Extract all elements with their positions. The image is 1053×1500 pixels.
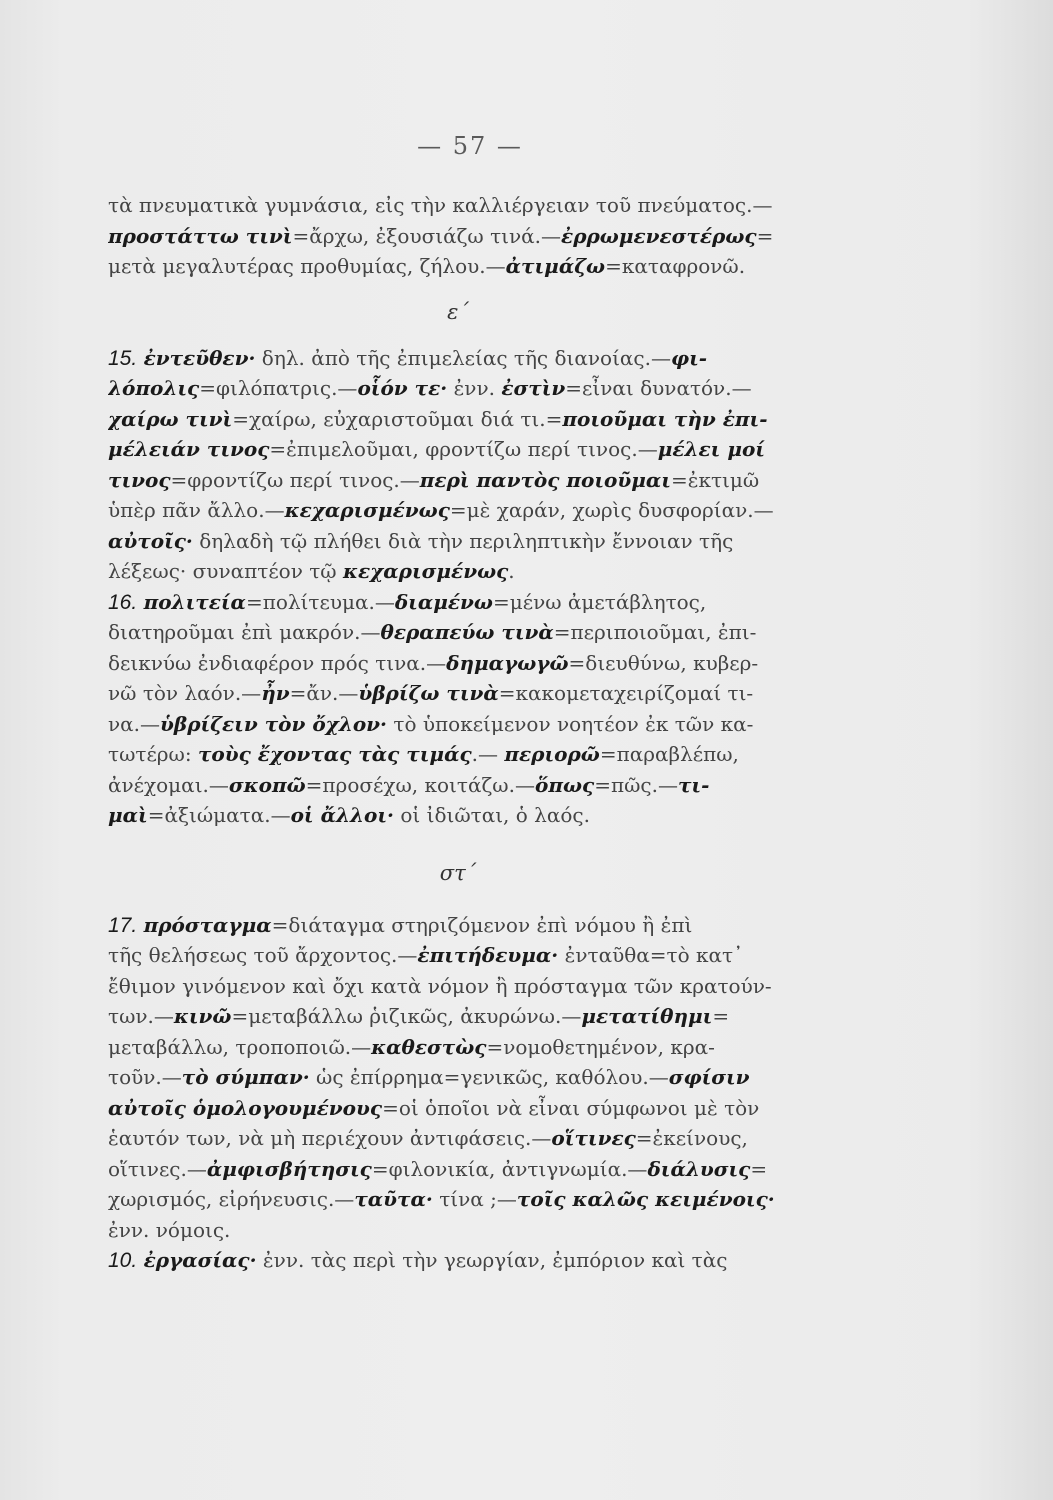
lemma: μετατίθημι xyxy=(581,1004,713,1028)
text-line xyxy=(108,617,848,648)
chapter-number: 15. xyxy=(108,346,138,370)
text-line xyxy=(108,1184,848,1215)
gloss-text: =χαίρω, εὐχαριστοῦμαι διά τι.= xyxy=(232,406,563,431)
text-line xyxy=(108,800,848,831)
gloss-text: ἐνν. xyxy=(447,376,502,400)
text-line xyxy=(108,404,848,435)
gloss-text: =ἐκείνους, xyxy=(635,1126,748,1150)
page-number: — 57 — xyxy=(417,132,523,160)
chapter-number: 16. xyxy=(108,590,138,614)
gloss-text: =εἶναι δυνατόν.— xyxy=(565,376,752,400)
lemma: ἐργασίας· xyxy=(143,1248,257,1272)
text-line xyxy=(108,1154,848,1185)
lemma: λόπολις xyxy=(108,376,200,400)
text-line xyxy=(108,1001,848,1032)
gloss-text: =κακομεταχειρίζομαί τι- xyxy=(498,681,754,705)
lemma: αὐτοῖς· xyxy=(108,528,193,553)
gloss-text: =οἱ ὁποῖοι νὰ εἶναι σύμφωνοι μὲ τὸν xyxy=(382,1095,760,1120)
gloss-text: =μένω ἀμετάβλητος, xyxy=(492,589,707,614)
gloss-text: οἵτινες.— xyxy=(108,1156,207,1181)
gloss-text: =πῶς.— xyxy=(594,772,678,797)
lemma: ἐπιτήδευμα· xyxy=(417,943,559,967)
lemma: καθεστὼς xyxy=(371,1034,487,1059)
lemma: σκοπῶ xyxy=(228,772,306,797)
text-line xyxy=(108,678,848,709)
lemma: τινος xyxy=(108,467,171,492)
gloss-text: ἐνν. νόμοις. xyxy=(108,1217,231,1242)
gloss-text: =προσέχω, κοιτάζω.— xyxy=(305,772,535,797)
lemma: ἀτιμάζω xyxy=(505,254,606,278)
text-line xyxy=(108,1215,848,1246)
gloss-text: =καταφρονῶ. xyxy=(605,254,746,278)
gloss-text: =φιλόπατρις.— xyxy=(199,376,358,400)
lemma: κεχαρισμένως xyxy=(342,559,509,583)
chapter-number: 17. xyxy=(108,913,138,937)
text-line xyxy=(108,343,848,374)
lemma: αὐτοῖς ὁμολογουμένους xyxy=(108,1095,383,1120)
gloss-text: τὸ ὑποκείμενον νοητέον ἐκ τῶν κα- xyxy=(387,711,754,736)
gloss-text: ἀνέχομαι.— xyxy=(108,772,229,797)
gloss-text: =πολίτευμα.— xyxy=(245,589,395,614)
gloss-text: ἑαυτόν των, νὰ μὴ περιέχουν ἀντιφάσεις.— xyxy=(108,1126,552,1150)
gloss-text: = xyxy=(756,223,774,248)
gloss-text: =νομοθετημένον, κρα- xyxy=(486,1034,715,1059)
lemma: ἦν xyxy=(261,681,290,705)
gloss-text: =ἐκτιμῶ xyxy=(670,467,760,492)
gloss-text: =περιποιοῦμαι, ἐπι- xyxy=(553,620,757,644)
lemma: ἐντεῦθεν· xyxy=(143,345,256,370)
gloss-text: οἱ ἰδιῶται, ὁ λαός. xyxy=(394,803,590,827)
text-line xyxy=(108,251,848,282)
lemma: ἀμφισβήτησις xyxy=(206,1156,372,1181)
text-line xyxy=(108,221,848,252)
gloss-text: ὑπὲρ πᾶν ἄλλο.— xyxy=(108,498,285,522)
text-line xyxy=(108,1245,848,1276)
text-line xyxy=(108,739,848,770)
lemma: ταῦτα· xyxy=(354,1187,433,1211)
gloss-text: δηλαδὴ τῷ πλήθει διὰ τὴν περιληπτικὴν ἔννοιαν τῆς xyxy=(192,528,734,553)
lemma: περὶ παντὸς ποιοῦμαι xyxy=(419,467,671,492)
gloss-text: = xyxy=(712,1004,730,1028)
text-line xyxy=(108,971,848,1002)
gloss-text: =διάταγμα στηριζόμενον ἐπὶ νόμου ἢ ἐπὶ xyxy=(271,912,693,937)
lemma: χαίρω τινὶ xyxy=(108,406,233,431)
section-heading: ε΄ xyxy=(447,299,469,324)
gloss-text: =φροντίζω περί τινος.— xyxy=(170,467,420,492)
text-line xyxy=(108,1123,848,1154)
text-line xyxy=(108,940,848,971)
lemma: τὸ σύμπαν· xyxy=(181,1065,310,1089)
gloss-text: λέξεως· συναπτέον τῷ xyxy=(108,559,343,583)
gloss-text: =διευθύνω, κυβερ- xyxy=(568,650,759,675)
text-line xyxy=(108,770,848,801)
gloss-text: =παραβλέπω, xyxy=(599,742,739,766)
gloss-text: χωρισμός, εἰρήνευσις.— xyxy=(108,1187,355,1211)
lemma: πρόσταγμα xyxy=(143,912,272,937)
commentary-text xyxy=(108,190,848,1276)
gloss-text: τῆς θελήσεως τοῦ ἄρχοντος.— xyxy=(108,943,418,967)
text-line xyxy=(108,434,848,465)
gloss-text: = xyxy=(750,1156,768,1181)
gloss-text: δηλ. ἀπὸ τῆς ἐπιμελείας τῆς διανοίας.— xyxy=(255,345,671,370)
lemma: θεραπεύω τινὰ xyxy=(380,620,554,644)
text-line xyxy=(108,495,848,526)
gloss-text: =ἄν.— xyxy=(289,681,359,705)
gloss-text: ἔθιμον γινόμενον καὶ ὄχι κατὰ νόμον ἢ πρόσταγμα τῶν κρατούν- xyxy=(108,973,772,998)
text-line xyxy=(108,465,848,496)
gloss-text: =ἐπιμελοῦμαι, φροντίζω περί τινος.— xyxy=(269,437,658,461)
gloss-text: να.— xyxy=(108,711,161,736)
lemma: διαμένω xyxy=(394,589,493,614)
gloss-text: =ἄρχω, ἐξουσιάζω τινά.— xyxy=(292,223,562,248)
lemma: προστάττω τινὶ xyxy=(108,223,293,248)
lemma: τοὺς ἔχοντας τὰς τιμάς xyxy=(197,742,472,766)
lemma: πολιτεία xyxy=(143,589,246,614)
lemma: διάλυσις xyxy=(647,1156,751,1181)
gloss-text: των.— xyxy=(108,1004,174,1028)
gloss-text: δεικνύω ἐνδιαφέρον πρός τινα.— xyxy=(108,650,447,675)
text-line xyxy=(108,587,848,618)
gloss-text: τωτέρω: xyxy=(108,742,198,766)
gloss-text: ἐνν. τὰς περὶ τὴν γεωργίαν, ἐμπόριον καὶ τὰς xyxy=(256,1248,728,1272)
gloss-text: =φιλονικία, ἀντιγνωμία.— xyxy=(371,1156,648,1181)
lemma: ὑβρίζω τινὰ xyxy=(358,681,499,705)
gloss-text: ὡς ἐπίρρημα=γενικῶς, καθόλου.— xyxy=(309,1065,669,1089)
text-line xyxy=(108,1062,848,1093)
gloss-text: =μὲ χαράν, χωρὶς δυσφορίαν.— xyxy=(449,498,774,522)
lemma: περιορῶ xyxy=(504,742,600,766)
gloss-text: =μεταβάλλω ῥιζικῶς, ἀκυρώνω.— xyxy=(231,1004,582,1028)
spacer xyxy=(108,831,848,843)
lemma: τοῖς καλῶς κειμένοις· xyxy=(516,1187,775,1211)
gloss-text: τὰ πνευματικὰ γυμνάσια, εἰς τὴν καλλιέργειαν τοῦ πνεύματος.— xyxy=(108,193,773,217)
text-line xyxy=(108,526,848,557)
gloss-text: ἐνταῦθα=τὸ κατ᾽ xyxy=(558,943,744,967)
lemma: μέλει μοί xyxy=(657,437,765,461)
text-line xyxy=(108,373,848,404)
lemma: ἐστὶν xyxy=(501,376,566,400)
lemma: μαὶ xyxy=(108,803,148,827)
lemma: οἱ ἄλλοι· xyxy=(290,803,394,827)
text-line xyxy=(108,709,848,740)
chapter-number: 10. xyxy=(108,1249,138,1272)
gloss-text: μετὰ μεγαλυτέρας προθυμίας, ζήλου.— xyxy=(108,254,506,278)
lemma: κεχαρισμένως xyxy=(284,498,450,522)
gloss-text: .— xyxy=(471,742,505,766)
lemma: ποιοῦμαι τὴν ἐπι- xyxy=(562,406,768,431)
text-line xyxy=(108,1093,848,1124)
gloss-text: μεταβάλλω, τροποποιῶ.— xyxy=(108,1034,372,1059)
text-line xyxy=(108,1032,848,1063)
lemma: οἷόν τε· xyxy=(357,376,448,400)
section-heading: στ΄ xyxy=(439,860,477,885)
text-line xyxy=(108,648,848,679)
text-line xyxy=(108,556,848,587)
lemma: κινῶ xyxy=(173,1004,232,1028)
gloss-text: τίνα ;— xyxy=(432,1187,517,1211)
gloss-text: . xyxy=(508,559,515,583)
lemma: σφίσιν xyxy=(668,1065,750,1089)
lemma: οἵτινες xyxy=(551,1126,636,1150)
lemma: ὑβρίζειν τὸν ὄχλον· xyxy=(160,711,388,736)
text-line xyxy=(108,910,848,941)
lemma: μέλειάν τινος xyxy=(108,437,270,461)
lemma: ὅπως xyxy=(534,772,595,797)
gloss-text: =ἀξιώματα.— xyxy=(147,803,291,827)
text-line xyxy=(108,190,848,221)
lemma: ἐρρωμενεστέρως xyxy=(561,223,757,248)
lemma: δημαγωγῶ xyxy=(446,650,569,675)
gloss-text: τοῦν.— xyxy=(108,1065,182,1089)
gloss-text: διατηροῦμαι ἐπὶ μακρόν.— xyxy=(108,620,381,644)
lemma: φι- xyxy=(670,345,708,370)
gloss-text: νῶ τὸν λαόν.— xyxy=(108,681,262,705)
lemma: τι- xyxy=(677,772,710,797)
